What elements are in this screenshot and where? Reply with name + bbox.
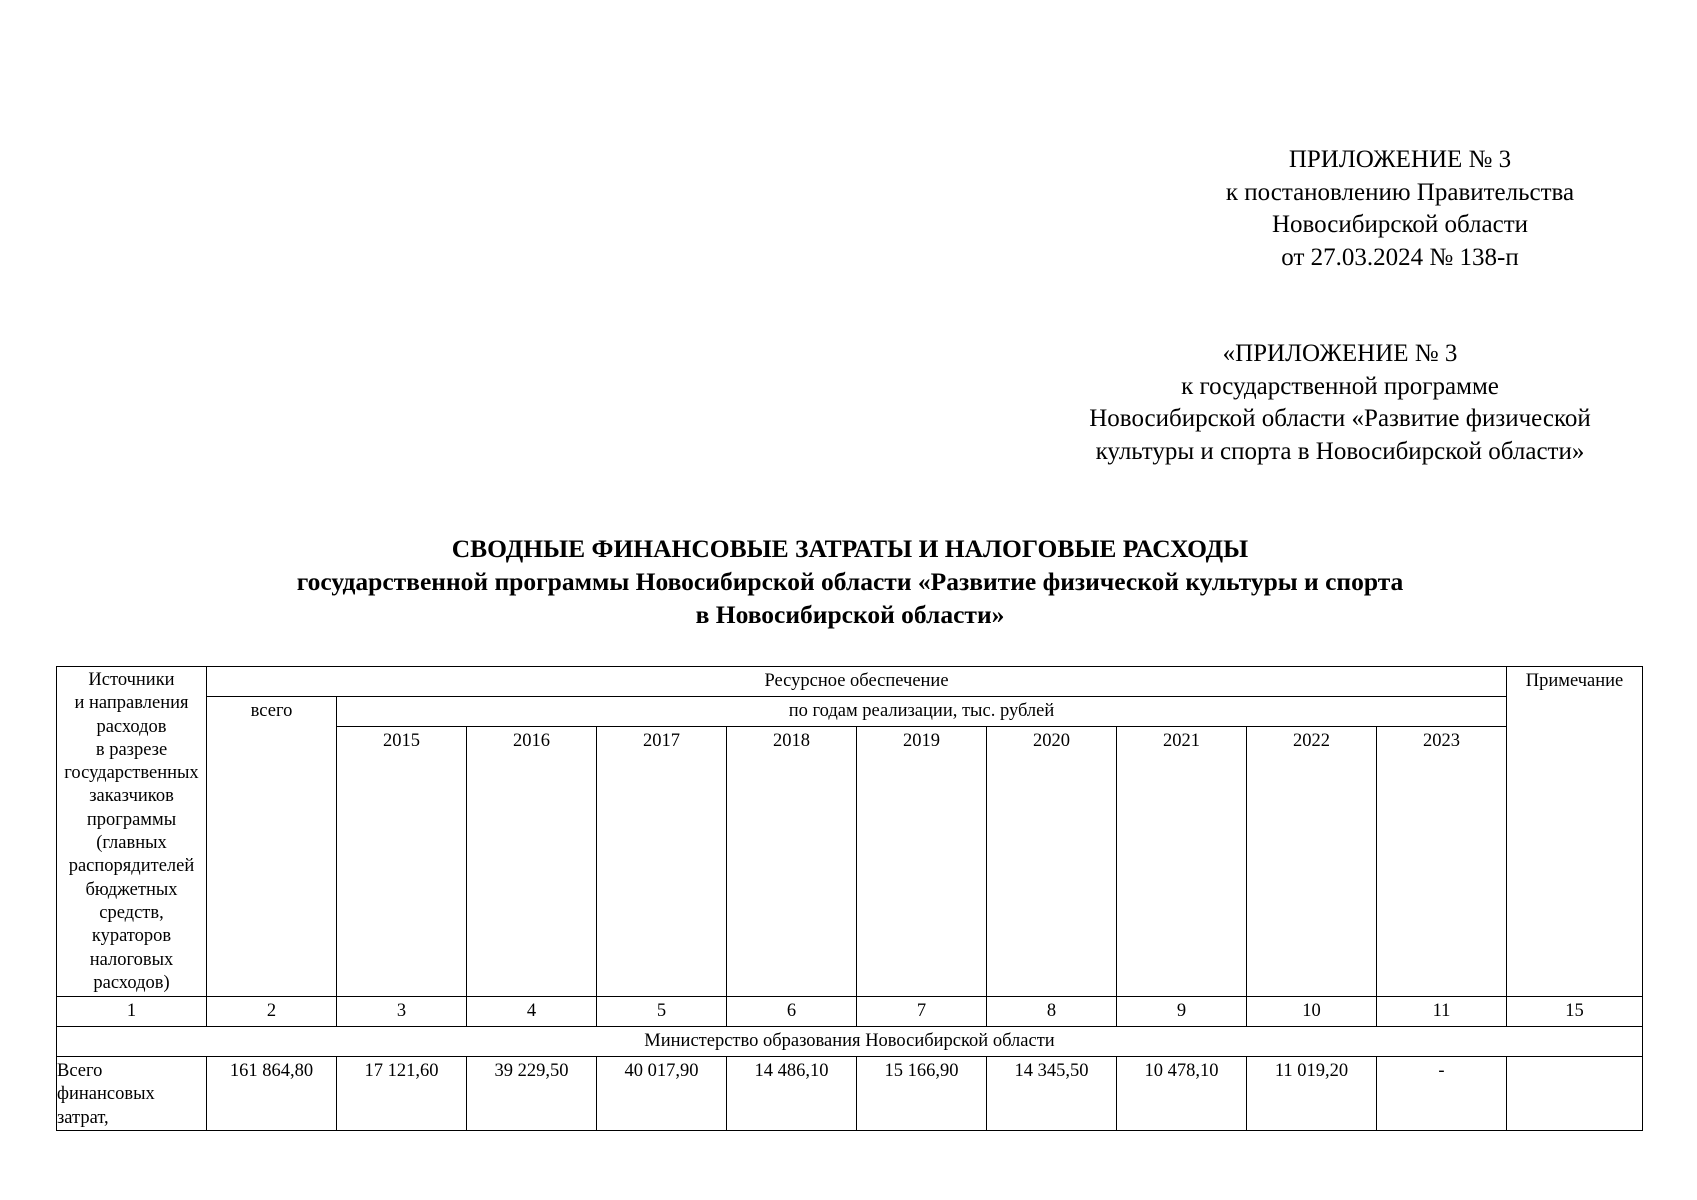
title-line: СВОДНЫЕ ФИНАНСОВЫЕ ЗАТРАТЫ И НАЛОГОВЫЕ РАСХОДЫ [451,534,1249,563]
header-year: 2017 [597,727,727,997]
header-row-1 [57,667,1643,697]
row-value: 17 121,60 [337,1057,467,1131]
document-title [150,532,1550,631]
appendix-line: Новосибирской области «Развитие физической [1089,405,1591,432]
table-row [57,1057,1643,1131]
header-row-2 [57,697,1643,727]
appendix-to-decree [1180,144,1620,274]
header-year: 2022 [1247,727,1377,997]
header-year: 2015 [337,727,467,997]
row-value: 15 166,90 [857,1057,987,1131]
row-value: 14 486,10 [727,1057,857,1131]
appendix-line: к постановлению Правительства [1225,178,1575,206]
column-number: 10 [1247,997,1377,1027]
appendix-line: «ПРИЛОЖЕНИЕ № 3 [1222,340,1458,367]
appendix-line: ПРИЛОЖЕНИЕ № 3 [1288,146,1512,173]
appendix-line: к государственной программе [1181,372,1499,400]
header-resource: Ресурсное обеспечение [207,667,1507,697]
header-year: 2023 [1377,727,1507,997]
row-value: 14 345,50 [987,1057,1117,1131]
row-note [1507,1057,1643,1131]
column-numbers-row [57,997,1643,1027]
column-number: 11 [1377,997,1507,1027]
section-row [57,1027,1643,1057]
appendix-line: Новосибирской области [1271,211,1529,238]
column-number: 3 [337,997,467,1027]
column-number: 9 [1117,997,1247,1027]
section-title: Министерство образования Новосибирской области [57,1027,1643,1057]
row-value: 39 229,50 [467,1057,597,1131]
row-value: 10 478,10 [1117,1057,1247,1131]
row-value: - [1377,1057,1507,1131]
column-number: 6 [727,997,857,1027]
header-source-cell: Источники и направления расходов в разрезе государственных заказчиков программы (главных распорядителей бюджетных средств, кураторов налоговых расходов) [57,667,207,997]
header-year: 2020 [987,727,1117,997]
column-number: 1 [57,997,207,1027]
header-by-years: по годам реализации, тыс. рублей [337,697,1507,727]
header-total: всего [207,697,337,997]
column-number: 8 [987,997,1117,1027]
column-number: 4 [467,997,597,1027]
header-year: 2016 [467,727,597,997]
row-total: 161 864,80 [207,1057,337,1131]
column-number: 5 [597,997,727,1027]
appendix-line: культуры и спорта в Новосибирской области» [1095,437,1585,465]
header-note: Примечание [1507,667,1643,997]
financial-costs-table [56,666,1643,1131]
row-value: 11 019,20 [1247,1057,1377,1131]
row-label: Всего финансовых затрат, [57,1057,207,1131]
column-number: 7 [857,997,987,1027]
appendix-line: от 27.03.2024 № 138-п [1281,243,1519,271]
appendix-to-program [1040,338,1640,468]
title-line: государственной программы Новосибирской области «Развитие физической культуры и спорта [296,567,1404,596]
row-value: 40 017,90 [597,1057,727,1131]
header-year: 2018 [727,727,857,997]
header-year: 2019 [857,727,987,997]
header-year: 2021 [1117,727,1247,997]
column-number: 15 [1507,997,1643,1027]
title-line: в Новосибирской области» [695,600,1005,629]
column-number: 2 [207,997,337,1027]
